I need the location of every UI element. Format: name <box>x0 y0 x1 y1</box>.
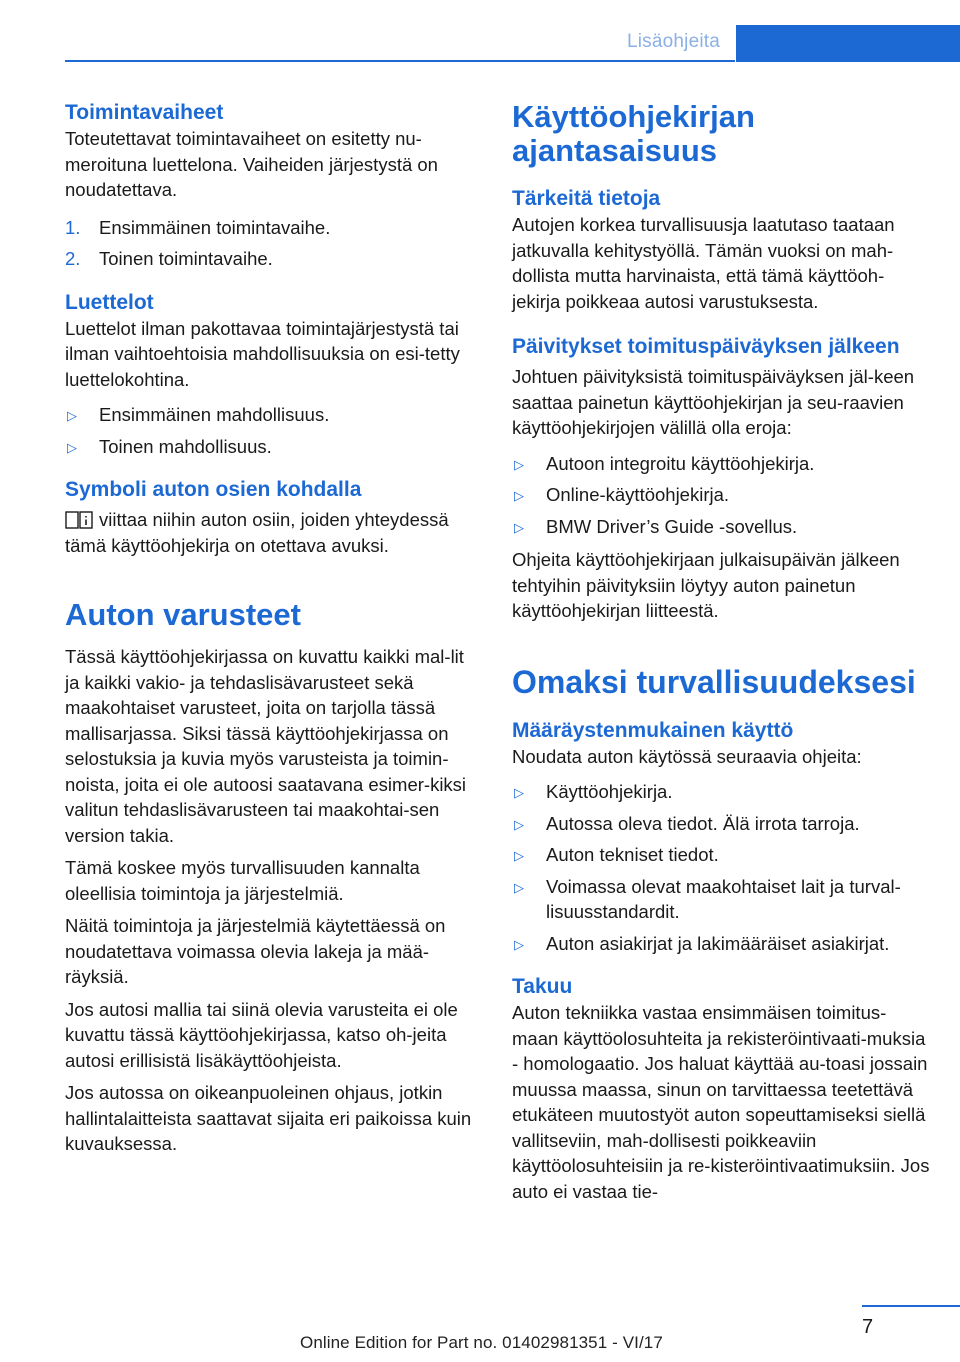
list-item <box>512 451 932 477</box>
step-number: 1. <box>65 216 81 238</box>
list-item <box>512 482 932 508</box>
step-number: 2. <box>65 248 81 269</box>
heading-paivitykset: Päivitykset toimituspäiväyksen jälkeen <box>512 335 900 358</box>
triangle-right-icon: ▷ <box>514 936 524 952</box>
heading-maaraystenmukainen: Määräystenmukainen käyttö <box>512 718 794 742</box>
list-item-label: Käyttöohjekirja. <box>546 781 673 802</box>
list-item <box>512 811 932 837</box>
list-item-label: Autossa oleva tiedot. Älä irrota tarroja. <box>546 812 860 834</box>
bullet-list <box>512 451 932 540</box>
footer-rule <box>862 1305 960 1307</box>
list-item-label: BMW Driver’s Guide -sovellus. <box>546 515 798 537</box>
triangle-right-icon: ▷ <box>514 848 524 863</box>
toimintavaiheet-text: Toteutettavat toimintavaiheet on esitetty nu-meroituna luettelona. Vaiheiden järjestystä on noudatettava. <box>65 128 438 200</box>
header-color-block <box>736 25 960 62</box>
heading-luettelot: Luettelot <box>65 290 154 314</box>
right-column <box>512 100 932 1204</box>
triangle-right-icon: ▷ <box>514 488 524 503</box>
triangle-right-icon: ▷ <box>514 785 524 800</box>
luettelot-text: Luettelot ilman pakottavaa toimintajärjestystä tai ilman vaihtoehtoisia mahdollisuuksia on esi-tetty luettelokohtina. <box>65 317 460 390</box>
maaraysten-text: Noudata auton käytössä seuraavia ohjeita: <box>512 745 862 767</box>
list-item-label: Autoon integroitu käyttöohjekirja. <box>546 452 815 474</box>
header-rule <box>65 60 735 62</box>
bullet-list <box>512 779 932 956</box>
list-item <box>65 215 481 241</box>
list-item <box>512 931 932 957</box>
book-icon <box>65 511 93 529</box>
section-title: Lisäohjeita <box>626 31 720 52</box>
tarkeita-text: Autojen korkea turvallisuusja laatutaso taataan jatkuvalla kehitystyöllä. Tämän vuoksi on mah-dollista mutta harvinaista, että tämä käyttöoh-jekirja poikkeaa autosi varustuksesta. <box>512 214 895 312</box>
left-column <box>65 100 481 1157</box>
triangle-right-icon: ▷ <box>514 456 524 472</box>
varusteet-p5: Jos autossa on oikeanpuoleinen ohjaus, jotkin hallintalaitteista saattavat sijaita eri paikoissa kuin kuvauksessa. <box>65 1082 472 1154</box>
list-item <box>512 842 932 868</box>
triangle-right-icon: ▷ <box>514 816 524 832</box>
triangle-right-icon: ▷ <box>67 408 77 423</box>
paivitykset-after: Ohjeita käyttöohjekirjaan julkaisupäivän jälkeen tehtyihin päivityksiin löytyy auton painetun käyttöohjekirjan liitteestä. <box>512 549 900 621</box>
step-label: Toinen toimintavaihe. <box>99 248 273 269</box>
symboli-text <box>65 507 481 558</box>
varusteet-p1: Tässä käyttöohjekirjassa on kuvattu kaikki mal-lit ja kaikki vakio- ja tehdaslisävarusteet sekä maakohtaiset varusteet, joita on tarjolla tässä mallisarjassa. Siksi tässä käyttöohjekirjassa on selostuksia ja kuvia myös varusteista ja toimin-noista, joita ei ole autoosi saatavana esimer-kiksi valitun tehdaslisävarusteen tai maakohtai-sen version takia. <box>65 646 467 846</box>
list-item-label: Ensimmäinen mahdollisuus. <box>99 404 330 425</box>
list-item-label: Toinen mahdollisuus. <box>99 435 272 457</box>
heading-ajantasaisuus: Käyttöohjekirjan ajantasaisuus <box>512 99 755 168</box>
heading-turvallisuus: Omaksi turvallisuudeksesi <box>512 663 916 700</box>
paivitykset-text: Johtuen päivityksistä toimituspäiväyksen jäl-keen saattaa painetun käyttöohjekirjan ja seu-raavien käyttöohjekirjojen välillä olla eroja: <box>512 366 915 438</box>
symboli-description: viittaa niihin auton osiin, joiden yhteydessä tämä käyttöohjekirja on otettava avuksi. <box>65 509 449 556</box>
heading-toimintavaiheet: Toimintavaiheet <box>65 101 224 124</box>
step-label: Ensimmäinen toimintavaihe. <box>99 216 331 238</box>
list-item-label: Auton tekniset tiedot. <box>546 844 719 865</box>
list-item <box>512 514 932 540</box>
list-item <box>65 434 481 460</box>
heading-symboli: Symboli auton osien kohdalla <box>65 478 362 501</box>
bullet-list <box>65 402 481 459</box>
heading-takuu: Takuu <box>512 975 573 998</box>
list-item <box>512 779 932 805</box>
list-item <box>512 874 932 925</box>
triangle-right-icon: ▷ <box>514 519 524 535</box>
varusteet-p4: Jos autosi mallia tai siinä olevia varusteita ei ole kuvattu tässä käyttöohjekirjassa, katso oh-jeita autosi erillisistä lisäkäyttöohjeista. <box>65 998 458 1071</box>
heading-tarkeita-tietoja: Tärkeitä tietoja <box>512 187 661 210</box>
varusteet-p2: Tämä koskee myös turvallisuuden kannalta oleellisia toimintoja ja järjestelmiä. <box>65 857 420 904</box>
triangle-right-icon: ▷ <box>514 879 524 895</box>
page-number: 7 <box>862 1316 874 1338</box>
list-item <box>65 246 481 272</box>
list-item-label: Auton asiakirjat ja lakimääräiset asiakirjat. <box>546 932 890 954</box>
edition-footer: Online Edition for Part no. 01402981351 - VI/17 <box>300 1333 663 1352</box>
varusteet-p3: Näitä toimintoja ja järjestelmiä käytettäessä on noudatettava voimassa olevia lakeja ja mää-räyksiä. <box>65 915 446 987</box>
triangle-right-icon: ▷ <box>67 439 77 455</box>
list-item-label: Voimassa olevat maakohtaiset lait ja turval-lisuusstandardit. <box>546 875 901 922</box>
takuu-text: Auton tekniikka vastaa ensimmäisen toimitus-maan käyttöolosuhteita ja rekisteröintivaati-muksia - homologaatio. Jos haluat käyttää au-toasi jossain muussa maassa, sinun on tarvittaessa teetettävä etukäteen muutostyöt auton sopeuttamiseksi siellä vallitseviin, mah-dollisesti poikkeaviin käyttöolosuhteisiin ja re-kisteröintivaatimuksiin. Jos auto ei vastaa tie- <box>512 1002 930 1202</box>
list-item <box>65 402 481 428</box>
list-item-label: Online-käyttöohjekirja. <box>546 484 730 505</box>
numbered-steps-list <box>65 215 481 272</box>
heading-auton-varusteet: Auton varusteet <box>65 597 301 632</box>
